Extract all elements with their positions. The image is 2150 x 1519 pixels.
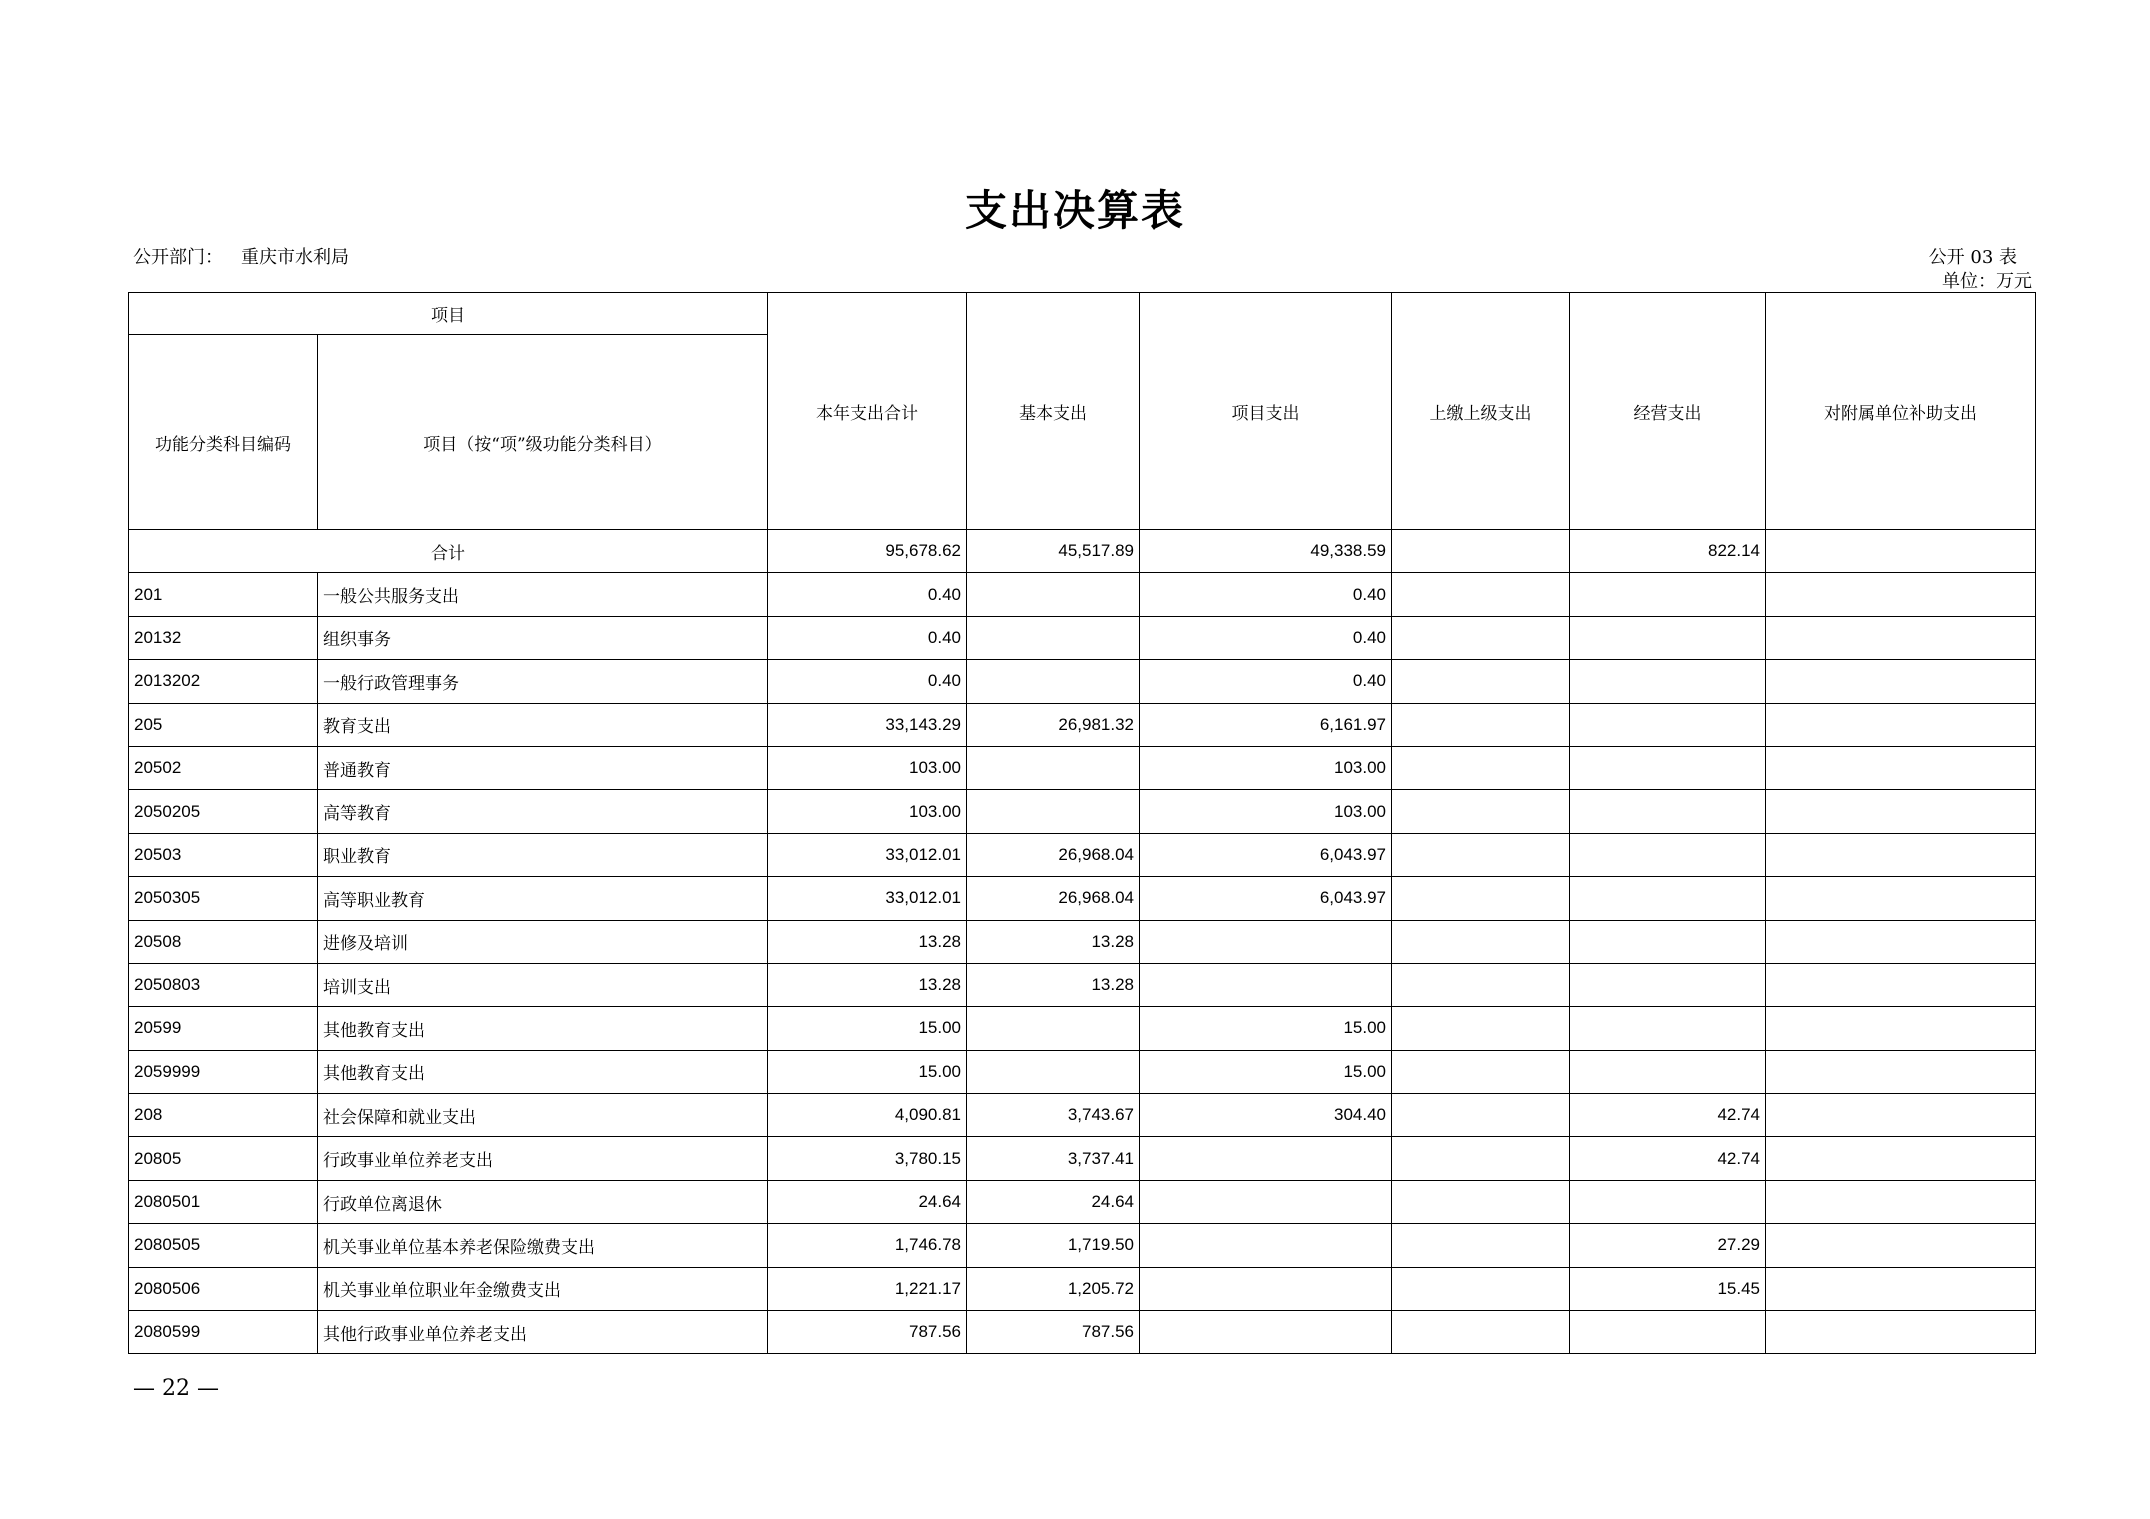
cell-basic [967,790,1140,833]
cell-basic [967,1050,1140,1093]
cell-business: 42.74 [1570,1137,1766,1180]
cell-basic: 1,719.50 [967,1224,1140,1267]
cell-code: 2050305 [129,877,318,920]
cell-subsidy [1766,1050,2036,1093]
table-row [129,573,2036,616]
cell-name: 职业教育 [318,833,768,876]
unit-label: 单位：万元 [1942,271,2032,292]
cell-project: 6,161.97 [1140,703,1392,746]
table-row [129,1007,2036,1050]
cell-name: 一般行政管理事务 [318,660,768,703]
total-cell-upper [1392,530,1570,573]
cell-basic [967,1007,1140,1050]
cell-business: 27.29 [1570,1224,1766,1267]
cell-upper [1392,1094,1570,1137]
cell-name: 高等职业教育 [318,877,768,920]
cell-basic: 26,981.32 [967,703,1140,746]
cell-name: 培训支出 [318,963,768,1006]
cell-basic: 787.56 [967,1311,1140,1354]
cell-total: 103.00 [768,790,967,833]
cell-upper [1392,1267,1570,1310]
cell-basic [967,616,1140,659]
cell-total: 103.00 [768,746,967,789]
total-label: 合计 [129,530,768,573]
cell-basic: 13.28 [967,920,1140,963]
cell-code: 2050205 [129,790,318,833]
header-subsidy: 对附属单位补助支出 [1766,293,2036,530]
cell-name: 社会保障和就业支出 [318,1094,768,1137]
cell-business [1570,1007,1766,1050]
table-row [129,920,2036,963]
total-cell-total: 95,678.62 [768,530,967,573]
department-name: 重庆市水利局 [241,247,349,268]
cell-subsidy [1766,1311,2036,1354]
header-basic: 基本支出 [967,293,1140,530]
cell-code: 205 [129,703,318,746]
cell-name: 一般公共服务支出 [318,573,768,616]
table-row [129,616,2036,659]
cell-code: 2080506 [129,1267,318,1310]
cell-code: 2059999 [129,1050,318,1093]
cell-project [1140,920,1392,963]
cell-name: 行政事业单位养老支出 [318,1137,768,1180]
cell-total: 13.28 [768,920,967,963]
cell-name: 其他教育支出 [318,1050,768,1093]
header-project-group: 项目 [129,293,768,335]
cell-subsidy [1766,920,2036,963]
table-row [129,833,2036,876]
cell-upper [1392,963,1570,1006]
table-row [129,790,2036,833]
cell-subsidy [1766,833,2036,876]
department-line [133,243,349,269]
cell-subsidy [1766,963,2036,1006]
cell-business [1570,920,1766,963]
form-number: 公开 03 表 [1928,247,2017,268]
cell-project: 15.00 [1140,1007,1392,1050]
cell-upper [1392,1224,1570,1267]
cell-basic: 24.64 [967,1180,1140,1223]
cell-basic: 1,205.72 [967,1267,1140,1310]
cell-business [1570,1180,1766,1223]
cell-business: 15.45 [1570,1267,1766,1310]
cell-total: 787.56 [768,1311,967,1354]
cell-upper [1392,660,1570,703]
cell-subsidy [1766,1267,2036,1310]
cell-business [1570,1311,1766,1354]
cell-total: 3,780.15 [768,1137,967,1180]
table-row [129,1050,2036,1093]
cell-basic: 3,737.41 [967,1137,1140,1180]
cell-subsidy [1766,703,2036,746]
cell-code: 20502 [129,746,318,789]
department-label: 公开部门： [133,247,223,268]
cell-total: 0.40 [768,616,967,659]
cell-upper [1392,616,1570,659]
cell-upper [1392,833,1570,876]
cell-upper [1392,1311,1570,1354]
cell-subsidy [1766,1094,2036,1137]
cell-total: 1,746.78 [768,1224,967,1267]
cell-upper [1392,746,1570,789]
cell-name: 机关事业单位职业年金缴费支出 [318,1267,768,1310]
header-business: 经营支出 [1570,293,1766,530]
cell-name: 其他教育支出 [318,1007,768,1050]
cell-project [1140,1224,1392,1267]
cell-upper [1392,1050,1570,1093]
table-row [129,1224,2036,1267]
header-project: 项目支出 [1140,293,1392,530]
cell-project: 6,043.97 [1140,833,1392,876]
cell-business [1570,746,1766,789]
cell-business [1570,833,1766,876]
cell-basic: 26,968.04 [967,833,1140,876]
cell-basic [967,660,1140,703]
cell-code: 2013202 [129,660,318,703]
cell-code: 20599 [129,1007,318,1050]
cell-project [1140,963,1392,1006]
total-cell-business: 822.14 [1570,530,1766,573]
cell-total: 24.64 [768,1180,967,1223]
cell-total: 0.40 [768,573,967,616]
cell-total: 15.00 [768,1050,967,1093]
cell-business [1570,877,1766,920]
header-name: 项目（按“项”级功能分类科目） [318,335,768,530]
table-row [129,1094,2036,1137]
total-cell-project: 49,338.59 [1140,530,1392,573]
table-row [129,1311,2036,1354]
expenditure-table [128,292,2036,1354]
total-cell-basic: 45,517.89 [967,530,1140,573]
page-title: 支出决算表 [964,186,1185,235]
table-row [129,1180,2036,1223]
cell-subsidy [1766,877,2036,920]
cell-business [1570,963,1766,1006]
cell-project: 103.00 [1140,790,1392,833]
cell-code: 20805 [129,1137,318,1180]
header-code: 功能分类科目编码 [129,335,318,530]
cell-total: 33,012.01 [768,877,967,920]
cell-name: 高等教育 [318,790,768,833]
cell-code: 20132 [129,616,318,659]
cell-total: 15.00 [768,1007,967,1050]
cell-business [1570,790,1766,833]
total-cell-subsidy [1766,530,2036,573]
cell-subsidy [1766,1180,2036,1223]
cell-business [1570,703,1766,746]
cell-total: 33,012.01 [768,833,967,876]
table-row [129,877,2036,920]
cell-subsidy [1766,573,2036,616]
total-row [129,530,2036,573]
cell-basic: 3,743.67 [967,1094,1140,1137]
cell-subsidy [1766,1007,2036,1050]
cell-upper [1392,1180,1570,1223]
cell-upper [1392,790,1570,833]
cell-name: 行政单位离退休 [318,1180,768,1223]
cell-project [1140,1180,1392,1223]
cell-business [1570,616,1766,659]
cell-subsidy [1766,1224,2036,1267]
cell-upper [1392,703,1570,746]
cell-total: 13.28 [768,963,967,1006]
cell-business: 42.74 [1570,1094,1766,1137]
cell-project [1140,1137,1392,1180]
cell-business [1570,573,1766,616]
cell-code: 2050803 [129,963,318,1006]
page-number: — 22 — [133,1376,219,1401]
cell-code: 2080505 [129,1224,318,1267]
cell-business [1570,660,1766,703]
cell-name: 进修及培训 [318,920,768,963]
table-row [129,746,2036,789]
cell-name: 机关事业单位基本养老保险缴费支出 [318,1224,768,1267]
cell-project: 304.40 [1140,1094,1392,1137]
cell-name: 教育支出 [318,703,768,746]
cell-code: 201 [129,573,318,616]
cell-subsidy [1766,660,2036,703]
cell-upper [1392,573,1570,616]
cell-upper [1392,877,1570,920]
cell-project: 15.00 [1140,1050,1392,1093]
cell-project: 103.00 [1140,746,1392,789]
cell-name: 其他行政事业单位养老支出 [318,1311,768,1354]
cell-code: 20508 [129,920,318,963]
cell-code: 2080501 [129,1180,318,1223]
header-upper: 上缴上级支出 [1392,293,1570,530]
cell-basic: 26,968.04 [967,877,1140,920]
cell-total: 33,143.29 [768,703,967,746]
cell-subsidy [1766,616,2036,659]
table-row [129,660,2036,703]
cell-basic [967,746,1140,789]
cell-basic [967,573,1140,616]
cell-total: 4,090.81 [768,1094,967,1137]
cell-code: 2080599 [129,1311,318,1354]
cell-project [1140,1267,1392,1310]
cell-basic: 13.28 [967,963,1140,1006]
header-total: 本年支出合计 [768,293,967,530]
cell-project: 0.40 [1140,573,1392,616]
cell-business [1570,1050,1766,1093]
cell-subsidy [1766,1137,2036,1180]
table-row [129,703,2036,746]
cell-subsidy [1766,790,2036,833]
cell-upper [1392,1007,1570,1050]
cell-name: 普通教育 [318,746,768,789]
cell-upper [1392,1137,1570,1180]
cell-code: 208 [129,1094,318,1137]
table-row [129,1267,2036,1310]
cell-project: 0.40 [1140,616,1392,659]
cell-total: 1,221.17 [768,1267,967,1310]
cell-subsidy [1766,746,2036,789]
cell-project: 6,043.97 [1140,877,1392,920]
cell-project: 0.40 [1140,660,1392,703]
table-row [129,1137,2036,1180]
table-row [129,963,2036,1006]
cell-name: 组织事务 [318,616,768,659]
cell-total: 0.40 [768,660,967,703]
cell-code: 20503 [129,833,318,876]
cell-project [1140,1311,1392,1354]
cell-upper [1392,920,1570,963]
